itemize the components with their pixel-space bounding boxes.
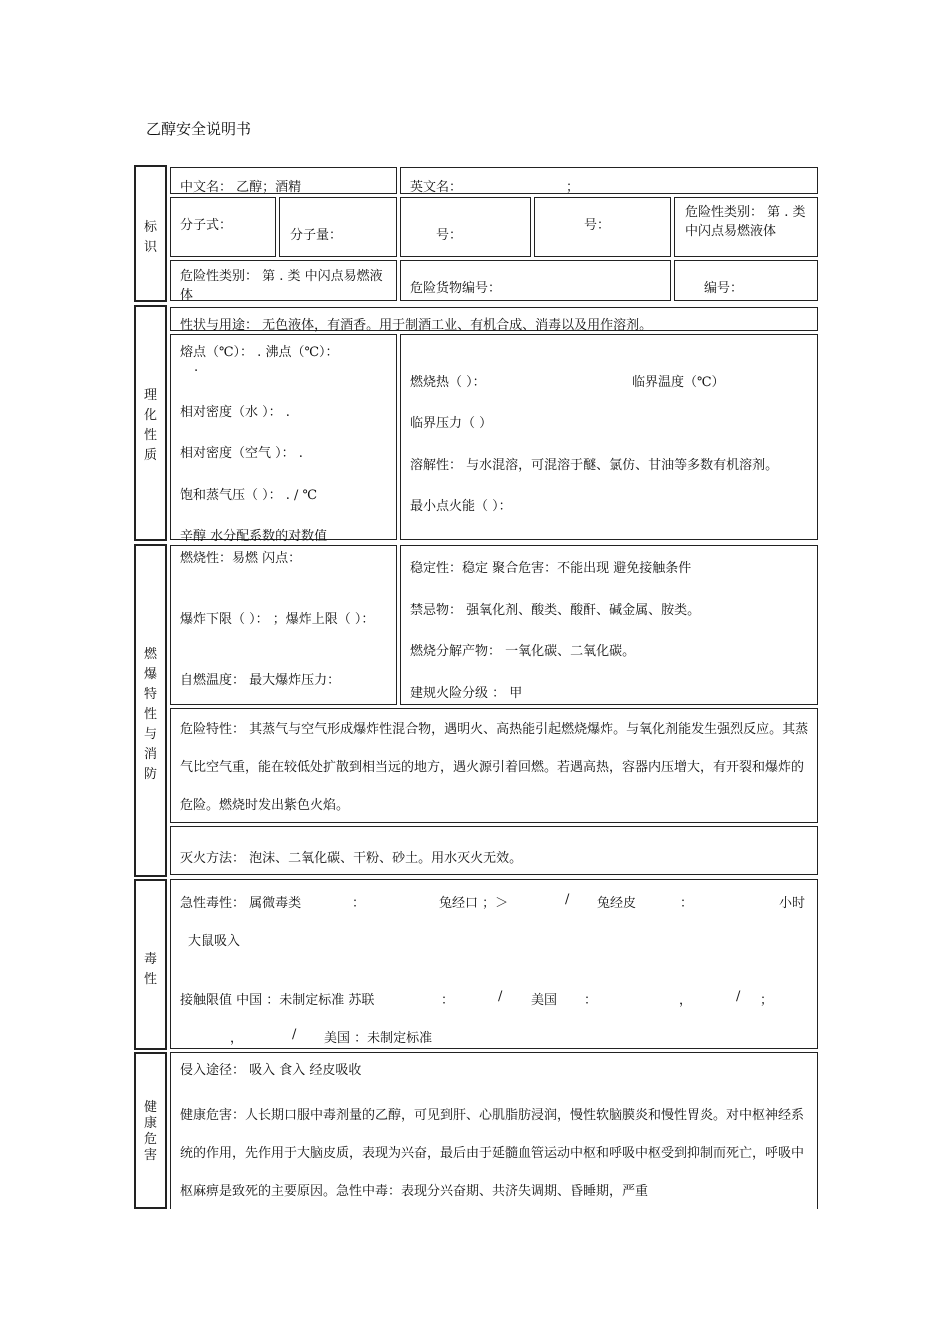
- vapor-pressure: 饱和蒸气压（ ）： . / ℃: [180, 488, 318, 503]
- rel-density-air: 相对密度（空气 ）： .: [180, 446, 303, 461]
- section-health-label: 健康危害: [144, 1100, 158, 1163]
- rabbit-oral: 兔经口 ；＞: [439, 896, 509, 911]
- exposure-routes: 侵入途径： 吸入 食入 经皮吸收: [180, 1063, 362, 1078]
- acute-toxicity: 急性毒性： 属微毒类: [180, 896, 302, 911]
- hazard-class: 危险性类别： 第 . 类 中闪点易燃液体: [180, 269, 383, 303]
- no1-cell: [400, 197, 531, 257]
- en-name-tail: ；: [566, 180, 580, 195]
- rabbit-dermal: 兔经皮: [597, 896, 637, 911]
- limit-us: 美国: [531, 993, 558, 1008]
- code-no-cell: [674, 260, 818, 301]
- heat-of-combustion: 燃烧热（ ）：: [410, 375, 486, 390]
- limit-slash-1: /: [498, 989, 503, 1004]
- formula: 分子式：: [180, 218, 233, 233]
- rel-density-water: 相对密度（水 ）： .: [180, 405, 290, 420]
- limit-colon-1: ：: [441, 993, 455, 1008]
- incompatible-materials: 禁忌物： 强氧化剂、酸类、酸酐、碱金属、胺类。: [410, 603, 701, 618]
- rat-inhalation: 大鼠吸入: [188, 934, 241, 949]
- section-identification-label: 标识: [144, 220, 158, 255]
- exposure-limits: 接触限值 中国 ：未制定标准 苏联: [180, 993, 375, 1008]
- code-no: 编号：: [704, 281, 744, 296]
- limit-slash-2: /: [736, 989, 741, 1004]
- octanol-water: 辛醇 水分配系数的对数值: [180, 529, 328, 544]
- fire-hazard-class: 建规火险分级 ： 甲: [410, 686, 523, 701]
- health-hazards: 健康危害：人长期口服中毒剂量的乙醇，可见到肝、心肌脂肪浸润，慢性软脑膜炎和慢性胃炎。对中枢神经系统的作用，先作用于大脑皮质，表现为兴奋，最后由于延髓血管运动中枢和呼吸中枢受到抑制而死亡，呼吸中枢麻痹是致死的主要原因。急性中毒：表现分兴奋期、共济失调期、昏睡期，严重: [180, 1108, 805, 1199]
- acute-colon-2: ：: [680, 896, 694, 911]
- melting-dot: .: [194, 360, 199, 375]
- hazard-characteristics: 危险特性： 其蒸气与空气形成爆炸性混合物，遇明火、高热能引起燃烧爆炸。与氧化剂能发生强烈反应。其蒸气比空气重，能在较低处扩散到相当远的地方，遇火源引着回燃。若遇高热，容器内压增大，有开裂和爆炸的危险。燃烧时发出紫色火焰。: [180, 722, 809, 813]
- limit-colon-2: ：: [584, 993, 598, 1008]
- limit2-slash: /: [292, 1027, 297, 1042]
- en-name: 英文名：: [410, 180, 463, 195]
- acute-colon: ：: [352, 896, 366, 911]
- dangerous-goods-no: 危险货物编号：: [410, 281, 502, 296]
- no2: 号：: [584, 218, 611, 233]
- acute-slash: /: [565, 892, 570, 907]
- section-fire-label: 燃爆特性与消防: [144, 647, 158, 782]
- en-name-cell: [400, 167, 818, 194]
- min-ignition-energy: 最小点火能（ ）：: [410, 499, 512, 514]
- physical-left-cell: [170, 334, 397, 540]
- appearance: 性状与用途： 无色液体，有酒香。用于制酒工业、有机合成、消毒以及用作溶剂。: [180, 318, 653, 333]
- critical-pressure: 临界压力（ ）: [410, 416, 493, 431]
- melting-boiling: 熔点（℃）： . 沸点（℃）：: [180, 345, 339, 360]
- limit2-us: 美国 ：未制定标准: [324, 1031, 433, 1046]
- limit-comma: ，: [679, 993, 693, 1008]
- document-title: 乙醇安全说明书: [146, 120, 252, 138]
- acute-hours: 小时: [779, 896, 806, 911]
- section-physical-label: 理化性质: [144, 388, 158, 463]
- autoignition: 自燃温度： 最大爆炸压力：: [180, 673, 341, 688]
- hazard-class-right: 危险性类别： 第 . 类 中闪点易燃液体: [685, 205, 806, 239]
- decomposition-products: 燃烧分解产物： 一氧化碳、二氧化碳。: [410, 644, 636, 659]
- no1: 号：: [436, 228, 463, 243]
- flammability-flash-point: 燃烧性：易燃 闪点：: [180, 551, 302, 566]
- cn-name: 中文名： 乙醇；酒精: [180, 180, 302, 195]
- critical-temperature: 临界温度（℃）: [632, 375, 725, 390]
- limit-semicolon: ；: [760, 993, 774, 1008]
- limit2-comma: ，: [230, 1031, 244, 1046]
- section-toxicity-label: 毒性: [144, 952, 158, 987]
- extinguishing-method: 灭火方法： 泡沫、二氧化碳、干粉、砂土。用水灭火无效。: [180, 851, 523, 866]
- stability: 稳定性：稳定 聚合危害：不能出现 避免接触条件: [410, 561, 692, 576]
- solubility: 溶解性： 与水混溶，可混溶于醚、氯仿、甘油等多数有机溶剂。: [410, 458, 779, 473]
- explosion-limits: 爆炸下限（ ）： ；爆炸上限（ ）：: [180, 612, 375, 627]
- mol-weight: 分子量：: [290, 228, 343, 243]
